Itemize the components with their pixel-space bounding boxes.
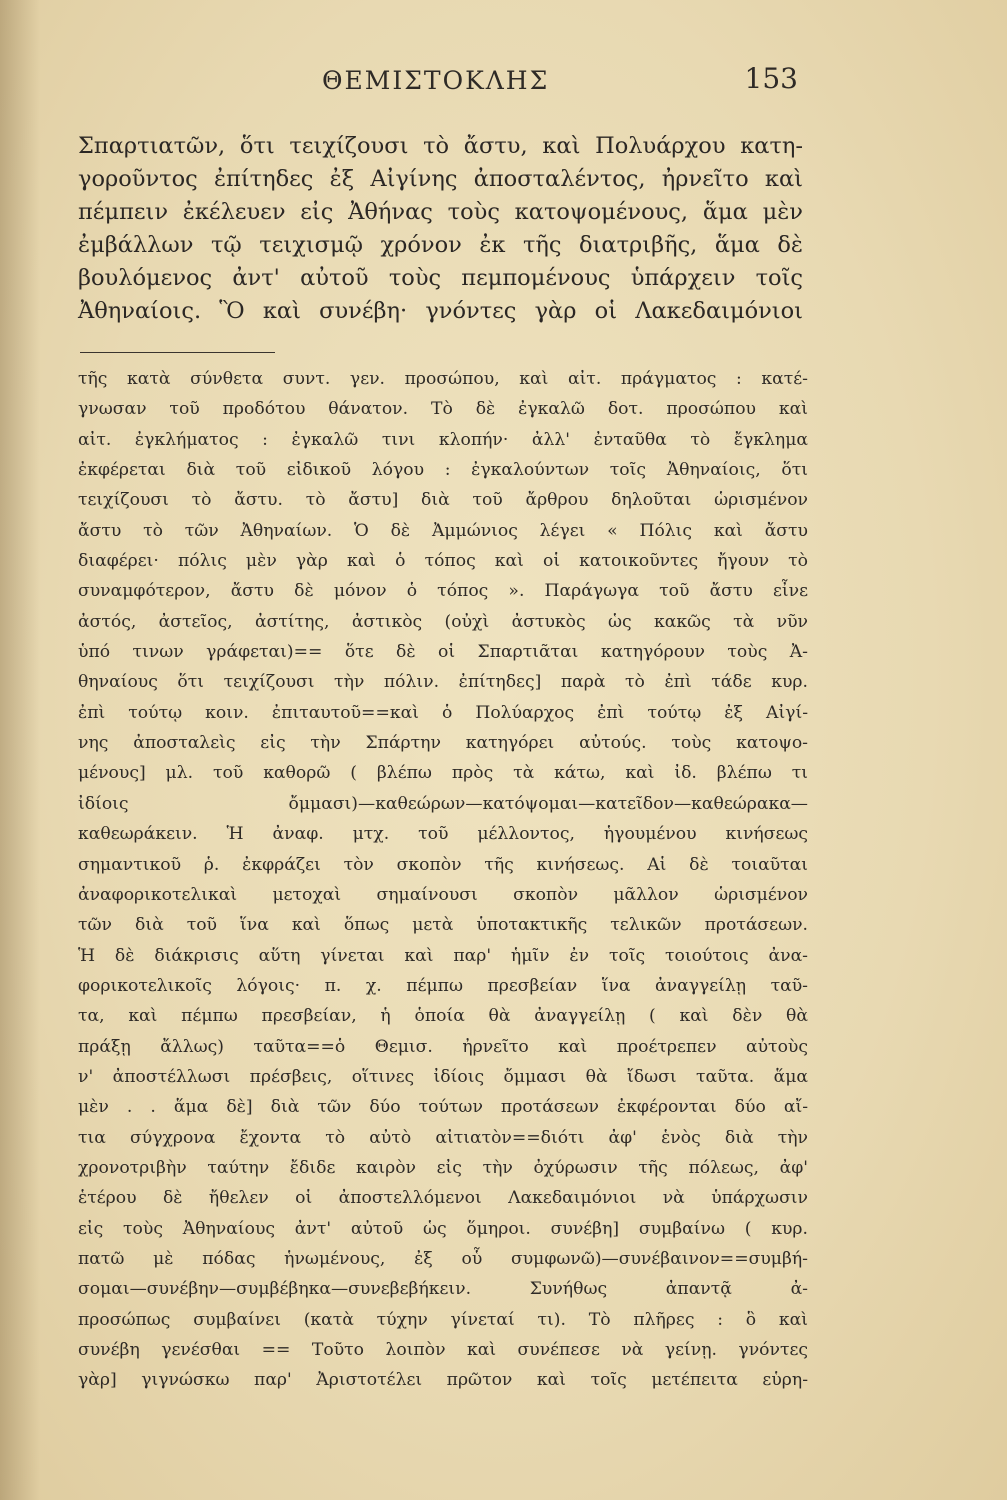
running-title: ΘΕΜΙΣΤΟΚΛΗΣ (322, 66, 550, 95)
page-header (78, 62, 798, 102)
footnote-rule (80, 352, 275, 353)
note-line: ἐπὶ τούτῳ κοιν. ἐπιταυτοῦ==καὶ ὁ Πολύαρχος ἐπὶ τούτῳ ἐξ Αἰγί- (78, 702, 808, 723)
note-line: ἰδίοις ὄμμασι)—καθεώρων—κατόψομαι—κατεῖδον—καθεώρακα— (78, 793, 808, 814)
note-line: τῶν διὰ τοῦ ἵνα καὶ ὅπως μετὰ ὑποτακτικῆς τελικῶν προτάσεων. (78, 915, 808, 936)
main-text-line: Σπαρτιατῶν, ὅτι τειχίζουσι τὸ ἄστυ, καὶ Πολυάρχου κατη- (78, 133, 803, 159)
note-line: ἑτέρου δὲ ἤθελεν οἱ ἀποστελλόμενοι Λακεδαιμόνιοι νὰ ὑπάρχωσιν (78, 1188, 808, 1209)
main-text-line: βουλόμενος ἀντ' αὐτοῦ τοὺς πεμπομένους ὑπάρχειν τοῖς (78, 265, 803, 291)
spine-shadow (0, 0, 40, 1500)
main-text-line: γοροῦντος ἐπίτηδες ἐξ Αἰγίνης ἀποσταλέντος, ἠρνεῖτο καὶ (78, 166, 803, 192)
note-line: προσώπως συμβαίνει (κατὰ τύχην γίνεταί τι). Τὸ πλῆρες : ὃ καὶ (78, 1309, 808, 1330)
note-line: συνέβη γενέσθαι == Τοῦτο λοιπὸν καὶ συνέπεσε νὰ γείνῃ. γνόντες (78, 1340, 808, 1360)
main-text-line: Ἀθηναίοις. Ὃ καὶ συνέβη· γνόντες γὰρ οἱ Λακεδαιμόνιοι (78, 298, 803, 324)
note-line: μὲν . . ἅμα δὲ] διὰ τῶν δύο τούτων προτάσεων ἐκφέρονται δύο αἴ- (78, 1097, 808, 1118)
note-line: ν' ἀποστέλλωσι πρέσβεις, οἵτινες ἰδίοις ὄμμασι θὰ ἴδωσι ταῦτα. ἅμα (78, 1066, 808, 1087)
note-line: πράξῃ ἄλλως) ταῦτα==ὁ Θεμισ. ἠρνεῖτο καὶ προέτρεπεν αὐτοὺς (78, 1036, 808, 1057)
note-line: σημαντικοῦ ῥ. ἐκφράζει τὸν σκοπὸν τῆς κινήσεως. Αἱ δὲ τοιαῦται (78, 854, 808, 875)
note-line: νης ἀποσταλεὶς εἰς τὴν Σπάρτην κατηγόρει αὐτούς. τοὺς κατοψο- (78, 733, 808, 754)
note-line: συναμφότερον, ἄστυ δὲ μόνον ὁ τόπος ». Παράγωγα τοῦ ἄστυ εἶνε (78, 581, 808, 602)
note-line: τειχίζουσι τὸ ἄστυ. τὸ ἄστυ] διὰ τοῦ ἄρθρου δηλοῦται ὡρισμένον (78, 490, 808, 511)
note-line: πατῶ μὲ πόδας ἡνωμένους, ἐξ οὗ συμφωνῶ)—συνέβαινον==συμβή- (78, 1248, 808, 1269)
note-line: τα, καὶ πέμπω πρεσβείαν, ἡ ὁποία θὰ ἀναγγείλῃ ( καὶ δὲν θὰ (78, 1006, 808, 1027)
note-line (78, 1426, 808, 1456)
note-line: τια σύγχρονα ἔχοντα τὸ αὐτὸ αἰτιατὸν==διότι ἀφ' ἑνὸς διὰ τὴν (78, 1127, 808, 1148)
note-line: χρονοτριβὴν ταύτην ἔδιδε καιρὸν εἰς τὴν ὀχύρωσιν τῆς πόλεως, ἀφ' (78, 1157, 808, 1178)
note-line (78, 1396, 808, 1426)
main-text-line: πέμπειν ἐκέλευεν εἰς Ἀθήνας τοὺς κατοψομένους, ἅμα μὲν (78, 199, 803, 225)
note-line: θηναίους ὅτι τειχίζουσι τὴν πόλιν. ἐπίτηδες] παρὰ τὸ ἐπὶ τάδε κυρ. (78, 672, 808, 693)
page-number: 153 (744, 62, 798, 95)
note-line: φορικοτελικοῖς λόγοις· π. χ. πέμπω πρεσβείαν ἵνα ἀναγγείλῃ ταῦ- (78, 975, 808, 996)
note-line: ἀναφορικοτελικαὶ μετοχαὶ σημαίνουσι σκοπὸν μᾶλλον ὡρισμένον (78, 884, 808, 905)
note-line: γνωσαν τοῦ προδότου θάνατον. Τὸ δὲ ἐγκαλῶ δοτ. προσώπου καὶ (78, 399, 808, 420)
note-line: Ἡ δὲ διάκρισις αὕτη γίνεται καὶ παρ' ἡμῖν ἐν τοῖς τοιούτοις ἀνα- (78, 945, 808, 966)
note-line: ἀστός, ἀστεῖος, ἀστίτης, ἀστικὸς (οὐχὶ ἀστυκὸς ὡς κακῶς τὰ νῦν (78, 611, 808, 632)
note-line: αἰτ. ἐγκλήματος : ἐγκαλῶ τινι κλοπήν· ἀλλ' ἐνταῦθα τὸ ἔγκλημα (78, 429, 808, 450)
note-line: μένους] μλ. τοῦ καθορῶ ( βλέπω πρὸς τὰ κάτω, καὶ ἰδ. βλέπω τι (78, 763, 808, 784)
note-line: εἰς τοὺς Ἀθηναίους ἀντ' αὐτοῦ ὡς ὅμηροι. συνέβη] συμβαίνω ( κυρ. (78, 1218, 808, 1239)
note-line: διαφέρει· πόλις μὲν γὰρ καὶ ὁ τόπος καὶ οἱ κατοικοῦντες ἤγουν τὸ (78, 551, 808, 572)
note-line: ἐκφέρεται διὰ τοῦ εἰδικοῦ λόγου : ἐγκαλούντων τοῖς Ἀθηναίοις, ὅτι (78, 460, 808, 481)
note-line: σομαι—συνέβην—συμβέβηκα—συνεβεβήκειν. Συνήθως ἀπαντᾷ ἀ- (78, 1279, 808, 1300)
note-line: ὑπό τινων γράφεται)== ὅτε δὲ οἱ Σπαρτιᾶται κατηγόρουν τοὺς Ἀ- (78, 642, 808, 663)
main-text (78, 130, 803, 328)
note-line: ἄστυ τὸ τῶν Ἀθηναίων. Ὁ δὲ Ἀμμώνιος λέγει « Πόλις καὶ ἄστυ (78, 520, 808, 541)
commentary-notes (78, 364, 808, 1456)
note-line: καθεωράκειν. Ἡ ἀναφ. μτχ. τοῦ μέλλοντος, ἡγουμένου κινήσεως (78, 824, 808, 845)
main-text-line: ἐμβάλλων τῷ τειχισμῷ χρόνον ἐκ τῆς διατριβῆς, ἅμα δὲ (78, 232, 803, 258)
note-line: τῆς κατὰ σύνθετα συντ. γεν. προσώπου, καὶ αἰτ. πράγματος : κατέ- (78, 369, 808, 389)
note-line: γὰρ] γιγνώσκω παρ' Ἀριστοτέλει πρῶτον καὶ τοῖς μετέπειτα εὑρη- (78, 1370, 808, 1391)
